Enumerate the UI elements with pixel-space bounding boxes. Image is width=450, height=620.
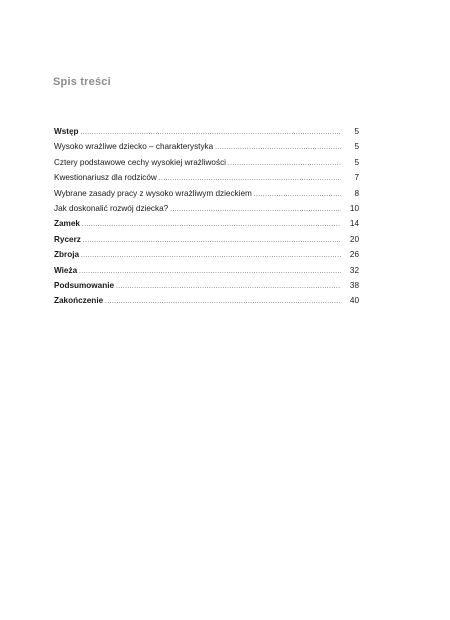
toc-entry [54,263,359,278]
toc-entry-page: 32 [349,265,359,275]
toc-entry-label: Cztery podstawowe cechy wysokiej wrażliwości [54,157,226,167]
toc-dot-leader [105,295,341,310]
toc-entry-label: Wieża [54,265,78,275]
toc-entry-page: 10 [349,203,359,213]
toc-dot-leader [254,188,341,203]
toc-entry [54,124,359,139]
toc-entry [54,278,359,293]
toc-entry-label: Wstęp [54,127,79,136]
toc-entry-page: 14 [349,219,359,229]
toc-entry-label: Rycerz [54,234,81,244]
toc-entry [54,139,359,154]
toc-entry-label: Podsumowanie [54,280,115,290]
toc-dot-leader [79,265,341,280]
toc-entry-page: 5 [354,127,359,136]
toc-entry [54,247,359,262]
toc-entry-page: 20 [349,234,359,244]
toc-entry-page: 5 [354,142,359,152]
toc-dot-leader [215,141,341,156]
toc-entry-label: Wybrane zasady pracy z wysoko wrażliwym dzieckiem [54,188,252,198]
toc-entry [54,201,359,216]
toc-entry [54,216,359,231]
toc-entry-page: 38 [349,280,359,290]
toc-entry-label: Wysoko wrażliwe dziecko – charakterystyka [54,142,214,152]
toc-entry [54,155,359,170]
toc-dot-leader [116,280,341,295]
toc-entry-label: Zamek [54,219,80,229]
toc-entry-page: 5 [354,157,359,167]
toc-dot-leader [81,249,341,264]
toc-title: Spis treści [53,76,111,88]
toc-entry-label: Zbroja [54,250,80,260]
toc-entry-page: 7 [354,173,359,183]
toc-entry-page: 26 [349,250,359,260]
toc-entry-label: Kwestionariusz dla rodziców [54,173,157,183]
toc-dot-leader [82,218,341,233]
toc-entry [54,232,359,247]
table-of-contents [54,124,359,309]
toc-entry-page: 8 [354,188,359,198]
toc-entry-label: Zakończenie [54,296,104,306]
toc-entry [54,293,359,308]
toc-entry-page: 40 [349,296,359,306]
toc-dot-leader [83,234,341,249]
toc-dot-leader [170,203,341,218]
toc-entry-label: Jak doskonalić rozwój dziecka? [54,203,169,213]
toc-dot-leader [228,157,341,172]
toc-entry [54,170,359,185]
toc-entry [54,186,359,201]
